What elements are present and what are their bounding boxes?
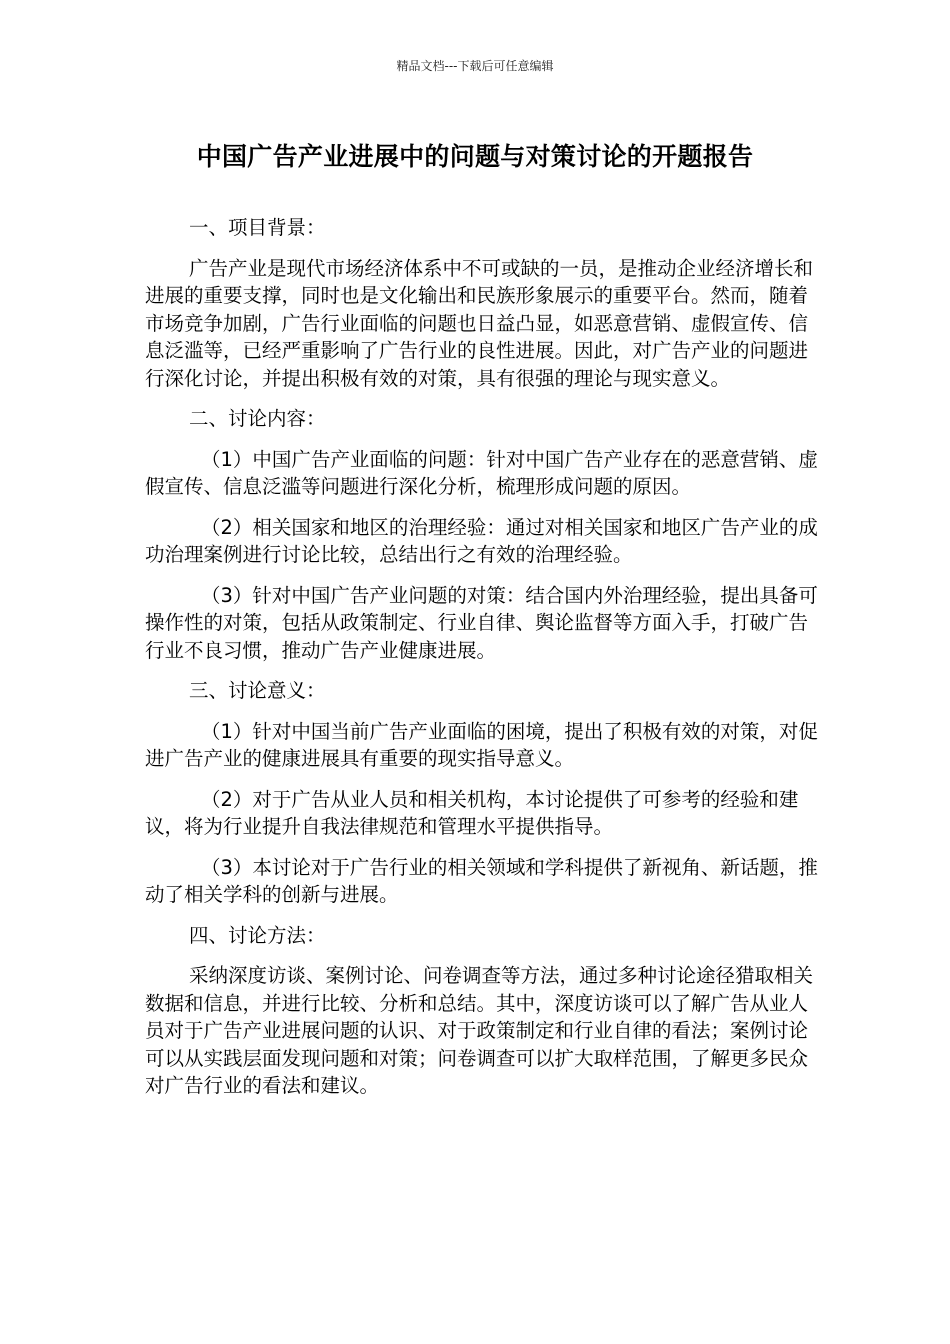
section-heading-method: 四、讨论方法： [189,923,326,947]
background-paragraph: 广告产业是现代市场经济体系中不可或缺的一员，是推动企业经济增长和进展的重要支撑，同时也是文化输出和民族形象展示的重要平台。然而，随着市场竞争加剧，广告行业面临的问题也日益凸显，如恶意营销、虚假宣传、信息泛滥等，已经严重影响了广告行业的良性进展。因此，对广告产业的问题进行深化讨论，并提出积极有效的对策，具有很强的理论与现实意义。 [145,256,814,390]
method-paragraph: 采纳深度访谈、案例讨论、问卷调查等方法，通过多种讨论途径猎取相关数据和信息，并进行比较、分析和总结。其中，深度访谈可以了解广告从业人员对于广告产业进展问题的认识、对于政策制定和行业自律的看法；案例讨论可以从实践层面发现问题和对策；问卷调查可以扩大取样范围，了解更多民众对广告行业的看法和建议。 [145,964,814,1097]
content-item-2: （2）相关国家和地区的治理经验：通过对相关国家和地区广告产业的成功治理案例进行讨论比较，总结出行之有效的治理经验。 [145,515,818,566]
header-note: 精品文档---下载后可任意编辑 [396,59,554,73]
significance-item-1: （1）针对中国当前广告产业面临的困境，提出了积极有效的对策，对促进广告产业的健康进展具有重要的现实指导意义。 [145,719,818,770]
document-title: 中国广告产业进展中的问题与对策讨论的开题报告 [196,142,754,171]
section-heading-significance: 三、讨论意义： [189,679,326,702]
significance-item-3: （3）本讨论对于广告行业的相关领域和学科提供了新视角、新话题，推动了相关学科的创新与进展。 [145,855,818,906]
significance-item-2: （2）对于广告从业人员和相关机构，本讨论提供了可参考的经验和建议，将为行业提升自我法律规范和管理水平提供指导。 [145,787,799,838]
content-item-1: （1）中国广告产业面临的问题：针对中国广告产业存在的恶意营销、虚假宣传、信息泛滥等问题进行深化分析，梳理形成问题的原因。 [145,447,818,498]
content-item-3: （3）针对中国广告产业问题的对策：结合国内外治理经验，提出具备可操作性的对策，包括从政策制定、行业自律、舆论监督等方面入手，打破广告行业不良习惯，推动广告产业健康进展。 [145,583,818,662]
document-body [145,214,820,1113]
section-heading-background: 一、项目背景： [189,216,326,239]
section-heading-content: 二、讨论内容： [189,407,326,430]
